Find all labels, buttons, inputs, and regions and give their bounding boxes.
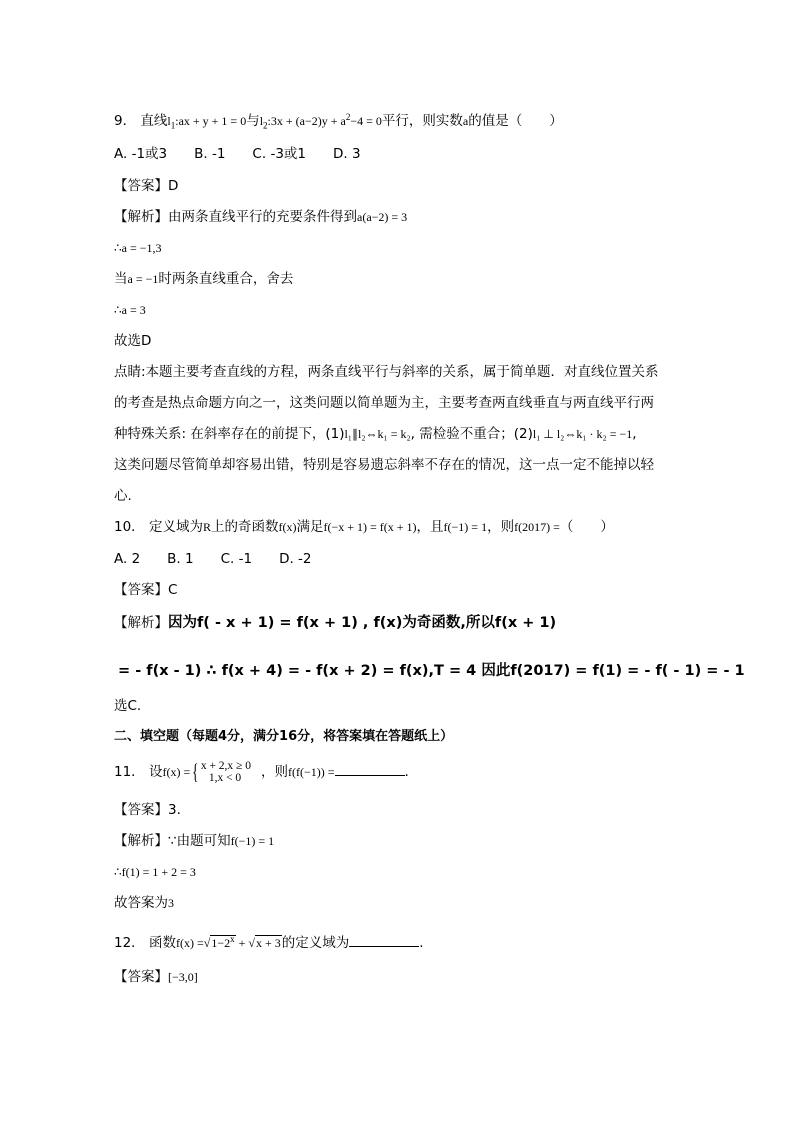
sqrt-expression-1: $√1-2^x$ <box>203 934 235 950</box>
question-10-stem: 10． 定义域为R上的奇函数f(x)满足f(−x + 1) = f(x + 1)，且f(−1) = 1，则f(2017) =（ ） <box>114 519 614 535</box>
note-line: 点睛:本题主要考查直线的方程，两条直线平行与斜率的关系，属于简单题．对直线位置关系 <box>114 364 659 380</box>
question-10-conclusion: 选C. <box>114 698 142 714</box>
left-brace-icon: { <box>192 759 199 784</box>
analysis-continuation: = - f(x - 1) ∴ f(x + 4) = - f(x + 2) = f(x),T = 4 因此f(2017) = f(1) = - f( - 1) = - 1 <box>118 663 745 679</box>
analysis-label: 【解析】 <box>114 615 168 631</box>
analysis-label: 【解析】 <box>114 209 168 225</box>
question-11-analysis: 【解析】∵由题可知f(−1) = 1 <box>114 833 275 849</box>
math-line-l2: $l_2:3x + (a-2)y + a^2-4 = 0$ <box>259 112 382 131</box>
piecewise-function: { x + 2,x ≥ 0 1,x < 0 <box>192 759 251 784</box>
answer-blank <box>335 763 405 776</box>
question-12-stem: 12． 函数$f(x) =√1-2^x + √x + 3$的定义域为 . <box>114 934 424 951</box>
question-11-answer: 【答案】3. <box>114 802 181 818</box>
question-number: 12． <box>114 935 145 951</box>
question-number: 10． <box>114 519 145 535</box>
answer-label: 【答案】 <box>114 178 168 194</box>
question-9-stem <box>114 108 563 134</box>
stem-text: 与 <box>246 113 260 129</box>
stem-text: 直线 <box>140 113 168 129</box>
answer-blank <box>349 934 419 947</box>
question-11-stem: 11． 设f(x) ={ x + 2,x ≥ 0 1,x < 0 ，则f(f(−1)) = . <box>114 759 409 784</box>
question-9-analysis <box>114 208 407 226</box>
note-line: 心. <box>114 488 132 504</box>
question-10-answer: 【答案】C <box>114 582 178 598</box>
sqrt-expression-2: √x + 3 <box>248 936 281 950</box>
question-10-options: A. 2 B. 1 C. -1 D. -2 <box>114 551 312 567</box>
stem-text: 的值是（ ） <box>468 113 563 129</box>
question-9-answer <box>114 177 178 195</box>
analysis-step: ∴a = −1,3 <box>114 241 162 255</box>
math-line-l1: $l_1:ax + y + 1 = 0$ <box>167 114 247 131</box>
stem-text: 平行，则实数 <box>381 113 463 129</box>
analysis-step: 故答案为3 <box>114 895 174 911</box>
analysis-math: a(a−2) = 3 <box>357 210 408 224</box>
question-number: 11． <box>114 764 145 780</box>
analysis-text: 由两条直线平行的充要条件得到 <box>168 209 357 225</box>
question-9-options: A. -1或3 B. -1 C. -3或1 D. 3 <box>114 146 361 162</box>
section-title: 二、填空题（每题4分，满分16分，将答案填在答题纸上） <box>114 729 454 744</box>
analysis-step: ∴f(1) = 1 + 2 = 3 <box>114 865 196 879</box>
note-line: 种特殊关系: 在斜率存在的前提下，(1)l₁∥l₂⇔k₁ = k₂, 需检验不重合；(2)l₁ ⊥ l₂⇔k₁ · k₂ = −1, <box>114 426 637 442</box>
analysis-step: 故选D <box>114 333 152 349</box>
question-12-answer: 【答案】[−3,0] <box>114 969 198 985</box>
analysis-text: 因为f( - x + 1) = f(x + 1) , f(x)为奇函数,所以f(x + 1) <box>168 615 557 631</box>
answer-value: D <box>168 178 179 194</box>
question-10-analysis <box>114 614 556 632</box>
note-line: 的考查是热点命题方向之一，这类问题以简单题为主，主要考查两直线垂直与两直线平行两 <box>114 395 654 411</box>
analysis-step: ∴a = 3 <box>114 303 146 317</box>
analysis-step: 当a = −1时两条直线重合，舍去 <box>114 271 294 287</box>
question-number: 9． <box>114 113 137 129</box>
note-line: 这类问题尽管简单却容易出错，特别是容易遗忘斜率不存在的情况，这一点一定不能掉以轻 <box>114 457 654 473</box>
math-a: a <box>462 114 469 128</box>
